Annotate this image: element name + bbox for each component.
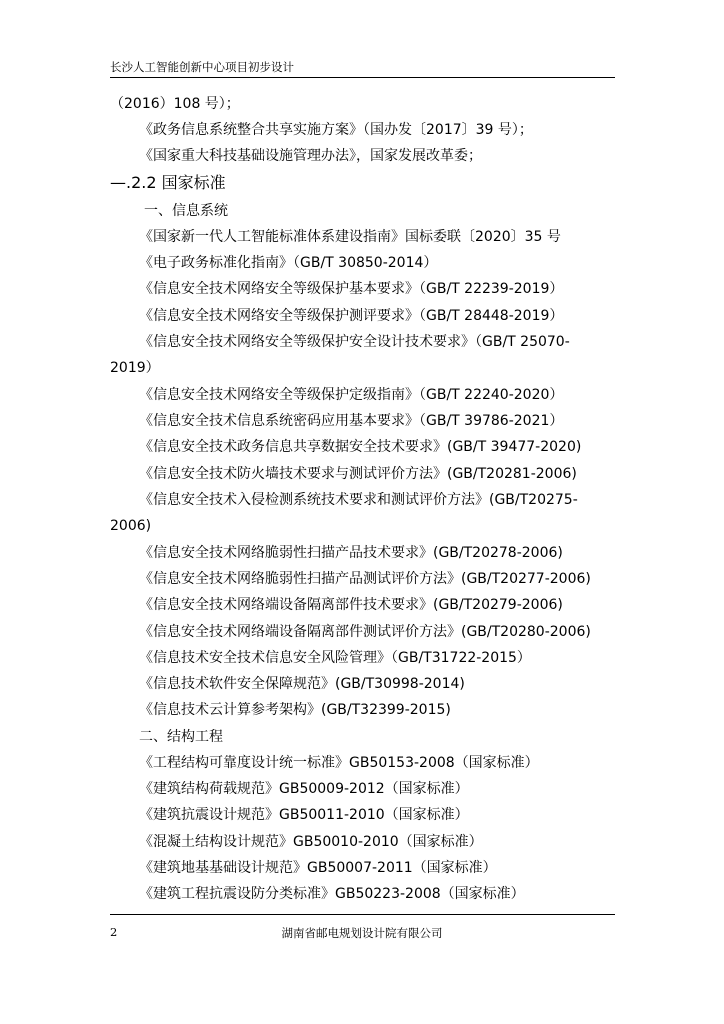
body-line: （2016）108 号）；	[110, 96, 240, 112]
list-item: 《工程结构可靠度设计统一标准》GB50153-2008（国家标准）	[139, 755, 539, 771]
body-line: 《国家重大科技基础设施管理办法》，国家发展改革委；	[139, 148, 482, 164]
list-item: 《建筑工程抗震设防分类标准》GB50223-2008（国家标准）	[139, 886, 525, 902]
list-item: 《信息技术安全技术信息安全风险管理》（GB/T31722-2015）	[139, 650, 531, 666]
list-item: 《信息安全技术网络脆弱性扫描产品测试评价方法》(GB/T20277-2006)	[139, 571, 591, 587]
list-item: 《信息安全技术政务信息共享数据安全技术要求》(GB/T 39477-2020)	[139, 439, 582, 455]
list-item: 《信息安全技术入侵检测系统技术要求和测试评价方法》(GB/T20275-	[139, 492, 578, 508]
list-item: 《建筑抗震设计规范》GB50011-2010（国家标准）	[139, 807, 469, 823]
footer-company-name: 湖南省邮电规划设计院有限公司	[281, 926, 443, 940]
list-item: 《信息安全技术防火墙技术要求与测试评价方法》(GB/T20281-2006)	[139, 466, 577, 482]
list-item: 《信息安全技术网络安全等级保护基本要求》（GB/T 22239-2019）	[139, 281, 564, 297]
list-item: 《信息安全技术网络端设备隔离部件技术要求》(GB/T20279-2006)	[139, 597, 563, 613]
list-item: 《信息安全技术网络脆弱性扫描产品技术要求》(GB/T20278-2006)	[139, 545, 563, 561]
running-header: 长沙人工智能创新中心项目初步设计	[110, 60, 294, 74]
section-heading: —.2.2 国家标准	[110, 173, 226, 192]
list-item: 《建筑结构荷载规范》GB50009-2012（国家标准）	[139, 781, 469, 797]
subsection-title: 一、信息系统	[144, 203, 228, 219]
list-item: 《电子政务标准化指南》（GB/T 30850-2014）	[139, 255, 438, 271]
list-item: 《信息技术云计算参考架构》(GB/T32399-2015)	[139, 702, 451, 718]
list-item-continuation: 2006)	[110, 518, 152, 534]
list-item: 《信息安全技术网络端设备隔离部件测试评价方法》(GB/T20280-2006)	[139, 624, 591, 640]
list-item: 《信息安全技术网络安全等级保护测评要求》（GB/T 28448-2019）	[139, 308, 564, 324]
header-divider	[110, 77, 615, 78]
list-item: 《建筑地基基础设计规范》GB50007-2011（国家标准）	[139, 860, 497, 876]
list-item: 《信息安全技术信息系统密码应用基本要求》（GB/T 39786-2021）	[139, 413, 564, 429]
list-item: 《混凝土结构设计规范》GB50010-2010（国家标准）	[139, 834, 483, 850]
list-item: 《信息技术软件安全保障规范》(GB/T30998-2014)	[139, 676, 465, 692]
subsection-title: 二、结构工程	[139, 729, 223, 745]
body-line: 《政务信息系统整合共享实施方案》（国办发〔2017〕39 号）；	[139, 122, 533, 138]
footer-divider	[110, 914, 615, 915]
list-item: 《信息安全技术网络安全等级保护定级指南》（GB/T 22240-2020）	[139, 387, 564, 403]
list-item: 《信息安全技术网络安全等级保护安全设计技术要求》（GB/T 25070-	[139, 334, 570, 350]
list-item-continuation: 2019）	[110, 360, 160, 376]
page-number: 2	[110, 925, 118, 939]
list-item: 《国家新一代人工智能标准体系建设指南》国标委联〔2020〕35 号	[139, 229, 561, 245]
